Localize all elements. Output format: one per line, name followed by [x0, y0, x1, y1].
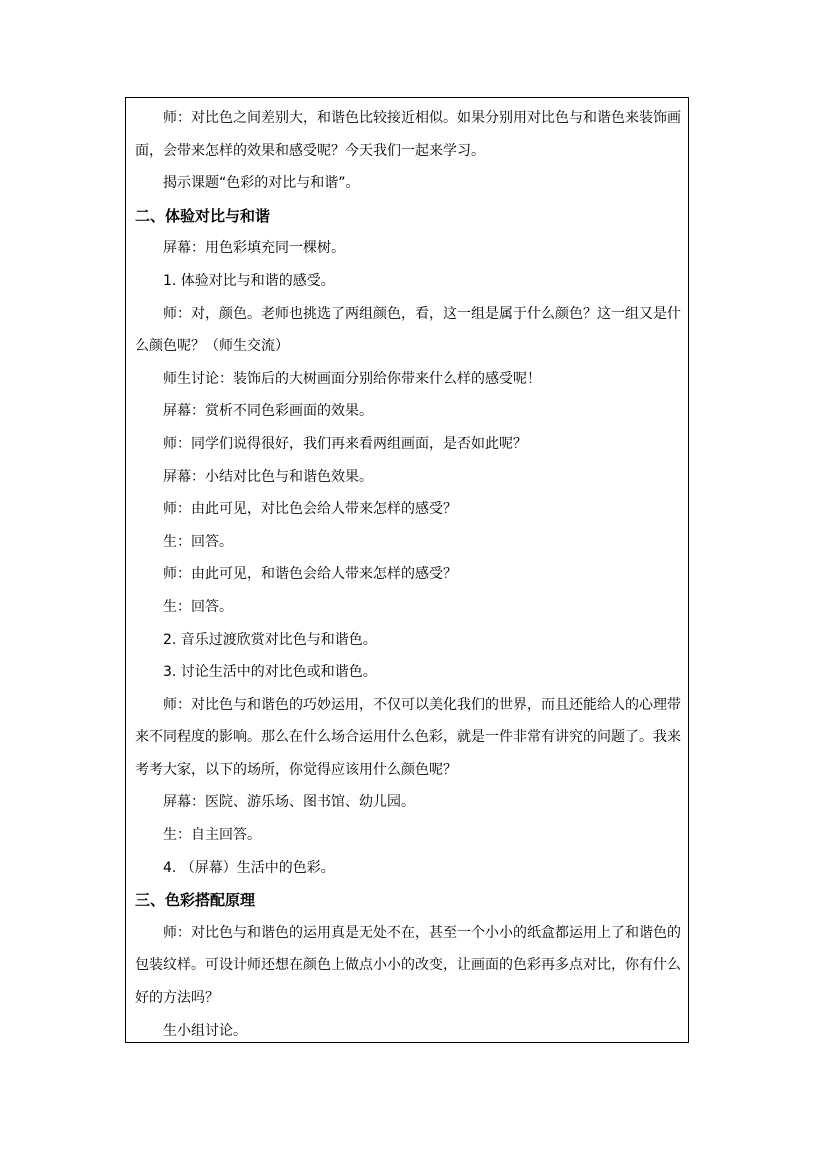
paragraph: 揭示课题“色彩的对比与和谐”。 — [163, 175, 360, 192]
paragraph: 师：对比色之间差别大，和谐色比较接近相似。如果分别用对比色与和谐色来装饰画面，会带来怎样的效果和感受呢？今天我们一起来学习。 — [135, 110, 681, 159]
paragraph: 生：回答。 — [163, 598, 233, 615]
paragraph: 师：由此可见，对比色会给人带来怎样的感受？ — [163, 501, 457, 518]
paragraph: 师生讨论：装饰后的大树画面分别给你带来什么样的感受呢！ — [163, 370, 541, 387]
paragraph: 师：由此可见，和谐色会给人带来怎样的感受？ — [163, 566, 457, 583]
paragraph: 生小组讨论。 — [163, 1022, 247, 1039]
list-item: 4. （屏幕）生活中的色彩。 — [163, 859, 335, 876]
list-item: 1. 体验对比与和谐的感受。 — [163, 272, 335, 289]
list-item: 2. 音乐过渡欣赏对比色与和谐色。 — [163, 631, 377, 648]
paragraph: 屏幕：小结对比色与和谐色效果。 — [163, 468, 373, 485]
paragraph: 屏幕：赏析不同色彩画面的效果。 — [163, 403, 373, 420]
paragraph: 屏幕：医院、游乐场、图书馆、幼儿园。 — [163, 794, 415, 811]
paragraph: 师：对比色与和谐色的运用真是无处不在，甚至一个小小的纸盒都运用上了和谐色的包装纹样。可设计师还想在颜色上做点小小的改变，让画面的色彩再多点对比，你有什么好的方法吗？ — [135, 924, 681, 1007]
paragraph: 师：对，颜色。老师也挑选了两组颜色，看，这一组是属于什么颜色？这一组又是什么颜色呢？（师生交流） — [135, 305, 681, 355]
paragraph: 屏幕：用色彩填充同一棵树。 — [163, 240, 345, 257]
list-item: 3. 讨论生活中的对比色或和谐色。 — [163, 664, 377, 681]
paragraph: 生：自主回答。 — [163, 827, 261, 844]
paragraph: 生：回答。 — [163, 533, 233, 550]
paragraph: 师：对比色与和谐色的巧妙运用，不仅可以美化我们的世界，而且还能给人的心理带来不同程度的影响。那么在什么场合运用什么色彩，就是一件非常有讲究的问题了。我来考考大家，以下的场所，你觉得应该用什么颜色呢？ — [135, 696, 681, 778]
section-heading: 二、体验对比与和谐 — [135, 206, 271, 225]
document-body — [135, 102, 683, 1047]
section-heading: 三、色彩搭配原理 — [135, 891, 256, 910]
paragraph: 师：同学们说得很好，我们再来看两组画面，是否如此呢？ — [163, 435, 527, 452]
